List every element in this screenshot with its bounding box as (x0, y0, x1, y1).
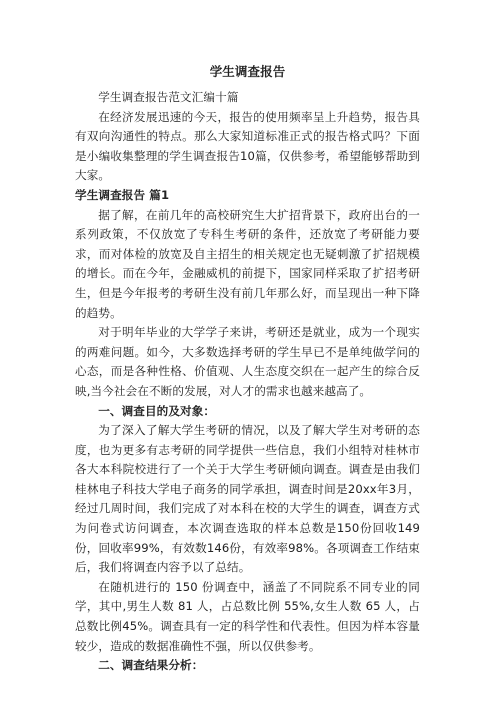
heading-results: 二、调查结果分析： (98, 658, 204, 673)
document-title: 学生调查报告 (209, 64, 286, 79)
section-heading: 学生调查报告 篇1 (75, 187, 170, 202)
document-subtitle: 学生调查报告范文汇编十篇 (98, 90, 239, 104)
body-paragraph: 对于明年毕业的大学学子来讲，考研还是就业，成为一个现实的两难问题。如今，大多数选择考研的学生早已不是单纯做学问的心态，而是各种性格、价值观、人生态度交织在一起产生的综合反映,当今社会在不断的发展，对人才的需求也越来越高了。 (75, 325, 420, 398)
intro-paragraph: 在经济发展迅速的今天，报告的使用频率呈上升趋势，报告具有双向沟通性的特点。那么大家知道标准正式的报告格式吗？下面是小编收集整理的学生调查报告10篇，仅供参考，希望能够帮助到大家。 (75, 109, 420, 183)
body-paragraph: 在随机进行的 150 份调查中，涵盖了不同院系不同专业的同学，其中,男生人数 81 人，占总数比例 55%,女生人数 65 人，占总数比例45%。调查具有一定的科学性和代表性。但因为样本容量较少，造成的数据准确性不强，所以仅供参考。 (75, 579, 420, 653)
document-page (75, 62, 420, 676)
body-paragraph: 为了深入了解大学生考研的情况，以及了解大学生对考研的态度，也为更多有志考研的同学提供一些信息，我们小组特对桂林市各大本科院校进行了一个关于大学生考研倾向调查。调查是由我们桂林电子科技大学电子商务的同学承担，调查时间是20xx年3月，经过几周时间，我们完成了对本科在校的大学生的调查，调查方式为问卷式访问调查，本次调查选取的样本总数是150份回收149份，回收率99%，有效数146份，有效率98%。各项调查工作结束后，我们将调查内容予以了总结。 (75, 423, 420, 575)
body-paragraph: 据了解，在前几年的高校研究生大扩招背景下，政府出台的一系列政策，不仅放宽了专科生考研的条件，还放宽了考研能力要求，而对体检的放宽及自主招生的相关规定也无疑刺激了扩招规模的增长。而在今年，金融威机的前提下，国家同样采取了扩招考研生，但是今年报考的考研生没有前几年那么好，而呈现出一种下降的趋势。 (75, 207, 420, 320)
heading-purpose: 一、调查目的及对象： (98, 403, 216, 418)
